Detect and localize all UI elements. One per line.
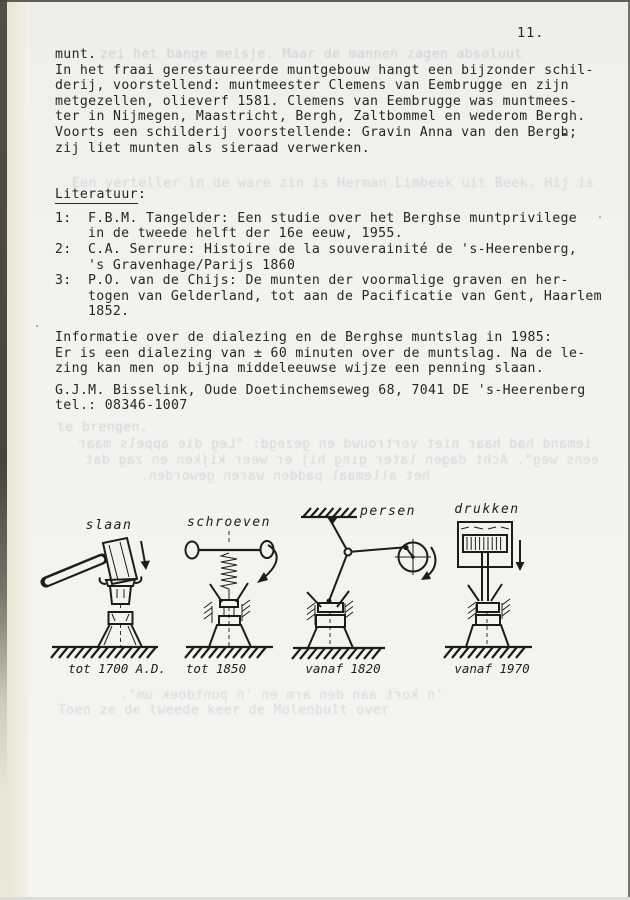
text-line: munt. — [55, 47, 97, 62]
text-line: tel.: 08346-1007 — [55, 398, 188, 414]
bleedthrough-line: eens weg". Acht dagen later ging hij er weer kijken en zag dat — [85, 453, 599, 468]
scan-edge-left-cream — [7, 0, 29, 900]
bleedthrough-line: iemand had haar niet vertrouwd en gezegd: "Leg die appels maar — [78, 437, 592, 452]
paragraph-muntgebouw — [55, 47, 595, 156]
literature-heading — [55, 187, 595, 203]
text-line: in de tweede helft der 16e eeuw, 1955. — [88, 226, 404, 242]
text-line: ter in Nijmegen, Maastricht, Bergh, Zaltbommel en wederom Bergh. — [55, 109, 586, 125]
text-line: 1852. — [88, 304, 130, 320]
page-text — [55, 47, 602, 414]
bleedthrough-line: het allemaal padden waren geworden. — [140, 469, 431, 484]
text-line: In het fraai gerestaureerde muntgebouw hangt een bijzonder schil- — [55, 62, 594, 78]
figure-drukken-title: drukken — [454, 502, 520, 517]
text-line: togen van Gelderland, tot aan de Pacificatie van Gent, Haarlem — [88, 288, 602, 304]
literature-item-2 — [55, 242, 595, 273]
figure-drukken-caption: vanaf 1970 — [454, 661, 530, 676]
text-line: 's Gravenhage/Parijs 1860 — [88, 257, 296, 273]
text-line: P.O. van de Chijs: De munten der voormalige graven en her- — [88, 273, 569, 289]
figure-persen — [292, 504, 435, 676]
text-line: F.B.M. Tangelder: Een studie over het Berghse muntprivilege — [88, 210, 578, 226]
figure-slaan-caption: tot 1700 A.D. — [68, 661, 166, 676]
figure-slaan — [46, 518, 166, 676]
scan-speck — [36, 325, 38, 327]
figure-schroeven — [185, 515, 277, 676]
text-line: zij liet munten als sieraad verwerken. — [55, 140, 371, 156]
literature-item-number: 3: — [55, 273, 72, 289]
page-number: 11. — [517, 25, 545, 41]
paragraph-contact — [55, 383, 595, 414]
paragraph-dialezing — [55, 330, 595, 377]
figure-minting-methods — [40, 485, 560, 685]
bleedthrough-line: Toen ze de tweede keer de Molenbult over — [58, 703, 390, 718]
bleedthrough-line: zei het bange meisje. Maar de mannen zagen absoluut — [100, 47, 523, 62]
text-line: derij, voorstellend: muntmeester Clemens van Eembrugge en zijn — [55, 78, 569, 94]
figure-slaan-title: slaan — [85, 518, 133, 533]
literature-item-number: 1: — [55, 210, 72, 226]
literature-heading-text: Literatuur — [55, 187, 138, 203]
figure-schroeven-title: schroeven — [187, 515, 271, 530]
bleedthrough-line: 'n kort aan den arm en 'n puntdoek um". — [120, 688, 444, 703]
figure-persen-caption: vanaf 1820 — [305, 661, 381, 676]
figure-drukken — [444, 502, 532, 676]
bleedthrough-line: Een verteller in de ware zin is Herman Limbeek uit Beek. Hij is — [72, 176, 595, 191]
scan-edge-top — [0, 0, 630, 2]
scan-speck — [599, 216, 601, 218]
literature-heading-colon: : — [137, 187, 147, 203]
scan-edge-left-dark — [0, 0, 7, 900]
literature-item-number: 2: — [55, 241, 72, 257]
figure-schroeven-caption: tot 1850 — [185, 661, 247, 676]
bleedthrough-line: te brengen. — [57, 420, 149, 435]
literature-item-3 — [55, 273, 602, 320]
text-line: Er is een dialezing van ± 60 minuten over de muntslag. Na de le- — [55, 345, 586, 361]
text-line: metgezellen, olieverf 1581. Clemens van Eembrugge was muntmees- — [55, 93, 578, 109]
text-line: zing kan men op bijna middeleeuwse wijze een penning slaan. — [55, 361, 545, 377]
text-line: C.A. Serrure: Histoire de la souverainité de 's-Heerenberg, — [88, 241, 578, 257]
text-line: Informatie over de dialezing en de Berghse muntslag in 1985: — [55, 329, 553, 345]
figure-persen-title: persen — [360, 504, 416, 519]
literature-item-1 — [55, 211, 595, 242]
text-line: Voorts een schilderij voorstellende: Gravin Anna van den Bergh; — [55, 124, 578, 140]
text-line: G.J.M. Bisselink, Oude Doetinchemseweg 68, 7041 DE 's-Heerenberg — [55, 382, 586, 398]
